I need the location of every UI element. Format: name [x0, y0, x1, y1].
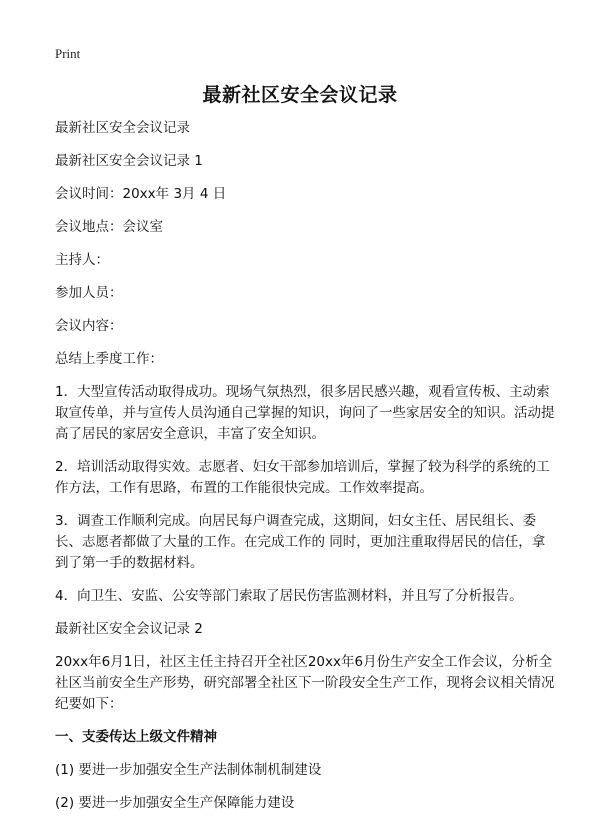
- document-title: 最新社区安全会议记录: [202, 84, 398, 106]
- summary-item-2: 2．培训活动取得实效。志愿者、妇女干部参加培训后，掌握了较为科学的系统的工作方法，工作有思路，布置的工作能很快完成。工作效率提高。: [55, 459, 550, 496]
- list-item-1: (1) 要进一步加强安全生产法制体制机制建设: [55, 762, 322, 778]
- summary-item-4: 4．向卫生、安监、公安等部门索取了居民伤害监测材料，并且写了分析报告。: [55, 588, 523, 604]
- meeting-time: 会议时间：20xx年 3月 4 日: [55, 186, 227, 202]
- paragraph-subtitle: 最新社区安全会议记录: [55, 120, 190, 136]
- meeting-host: 主持人：: [55, 252, 109, 268]
- print-link[interactable]: Print: [55, 46, 81, 61]
- summary-label: 总结上季度工作：: [55, 351, 163, 367]
- section-2-intro: 20xx年6月1日，社区主任主持召开全社区20xx年6月份生产安全工作会议，分析全社区当前安全生产形势，研究部署全社区下一阶段安全生产工作，现将会议相关情况纪要如下：: [55, 654, 555, 712]
- meeting-location: 会议地点：会议室: [55, 219, 163, 235]
- section-title-1: 最新社区安全会议记录 1: [55, 153, 203, 169]
- meeting-content-label: 会议内容：: [55, 318, 123, 334]
- list-item-2: (2) 要进一步加强安全生产保障能力建设: [55, 795, 295, 811]
- subsection-heading-1: 一、支委传达上级文件精神: [55, 729, 217, 745]
- summary-item-1: 1．大型宣传活动取得成功。现场气氛热烈，很多居民感兴趣，观看宣传板、主动索取宣传单，并与宣传人员沟通自己掌握的知识，询问了一些家居安全的知识。活动提高了居民的家居安全意识，丰富了安全知识。: [55, 384, 555, 442]
- document-body: [55, 118, 555, 826]
- summary-item-3: 3．调查工作顺利完成。向居民每户调查完成，这期间，妇女主任、居民组长、委长、志愿者都做了大量的工作。在完成工作的 同时，更加注重取得居民的信任，拿到了第一手的数据材料。: [55, 513, 546, 571]
- section-title-2: 最新社区安全会议记录 2: [55, 621, 203, 637]
- meeting-attendees: 参加人员：: [55, 285, 123, 301]
